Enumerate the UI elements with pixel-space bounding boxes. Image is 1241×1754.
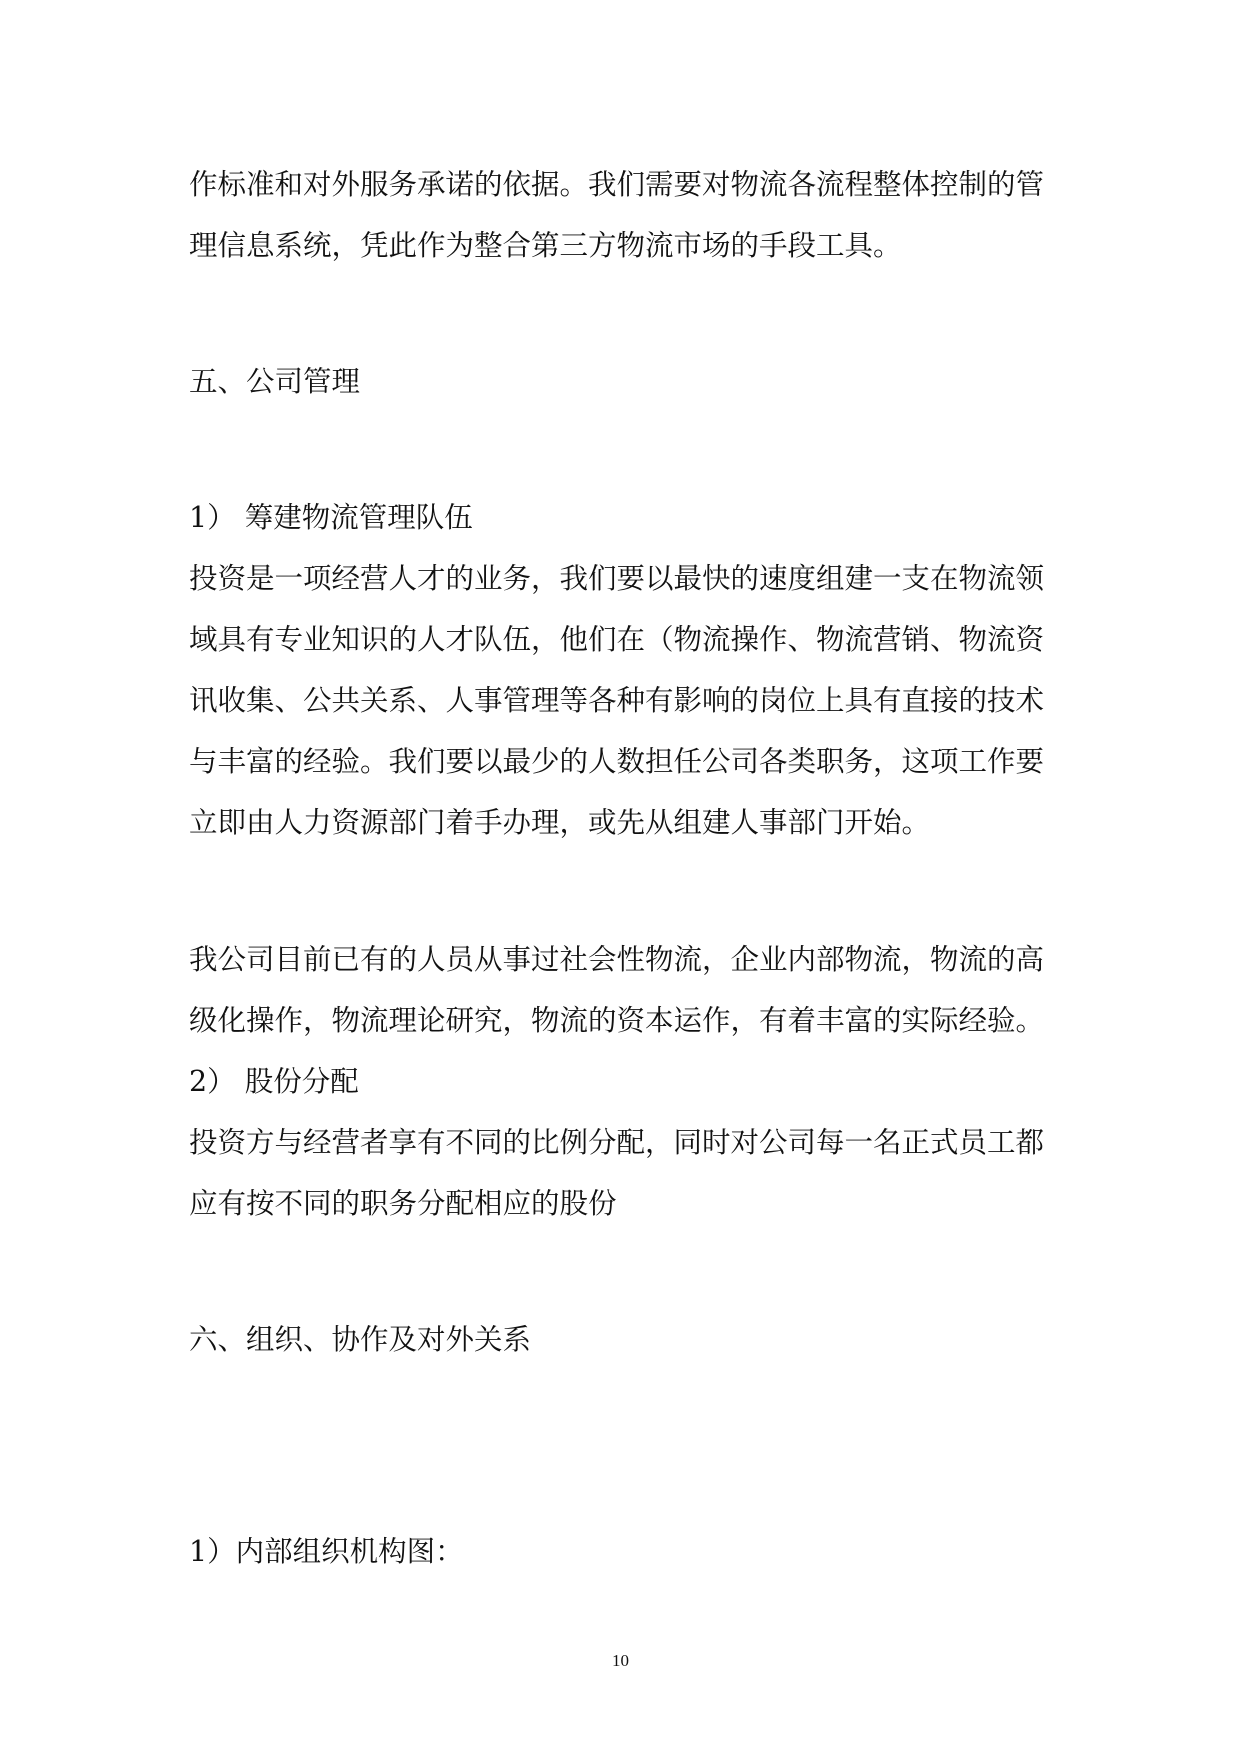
paragraph-line: 域具有专业知识的人才队伍，他们在（物流操作、物流营销、物流资 [189,623,1045,656]
subsection-heading: 2） 股份分配 [189,1065,359,1098]
paragraph-line: 立即由人力资源部门着手办理，或先从组建人事部门开始。 [189,806,931,839]
paragraph-line: 投资方与经营者享有不同的比例分配，同时对公司每一名正式员工都 [189,1126,1045,1159]
subsection-heading: 1） 筹建物流管理队伍 [189,501,473,534]
subsection-heading: 1）内部组织机构图： [189,1535,464,1568]
paragraph-line: 我公司目前已有的人员从事过社会性物流，企业内部物流，物流的高 [189,943,1045,976]
section-heading: 六、组织、协作及对外关系 [189,1323,532,1356]
paragraph-line: 理信息系统，凭此作为整合第三方物流市场的手段工具。 [189,229,902,262]
section-heading: 五、公司管理 [189,365,361,398]
paragraph-line: 作标准和对外服务承诺的依据。我们需要对物流各流程整体控制的管 [189,168,1045,201]
page-number: 10 [612,1651,629,1670]
paragraph-line: 应有按不同的职务分配相应的股份 [189,1187,617,1220]
paragraph-line: 投资是一项经营人才的业务，我们要以最快的速度组建一支在物流领 [189,562,1045,595]
paragraph-line: 讯收集、公共关系、人事管理等各种有影响的岗位上具有直接的技术 [189,684,1045,717]
paragraph-line: 与丰富的经验。我们要以最少的人数担任公司各类职务，这项工作要 [189,745,1045,778]
paragraph-line: 级化操作，物流理论研究，物流的资本运作，有着丰富的实际经验。 [189,1004,1045,1037]
